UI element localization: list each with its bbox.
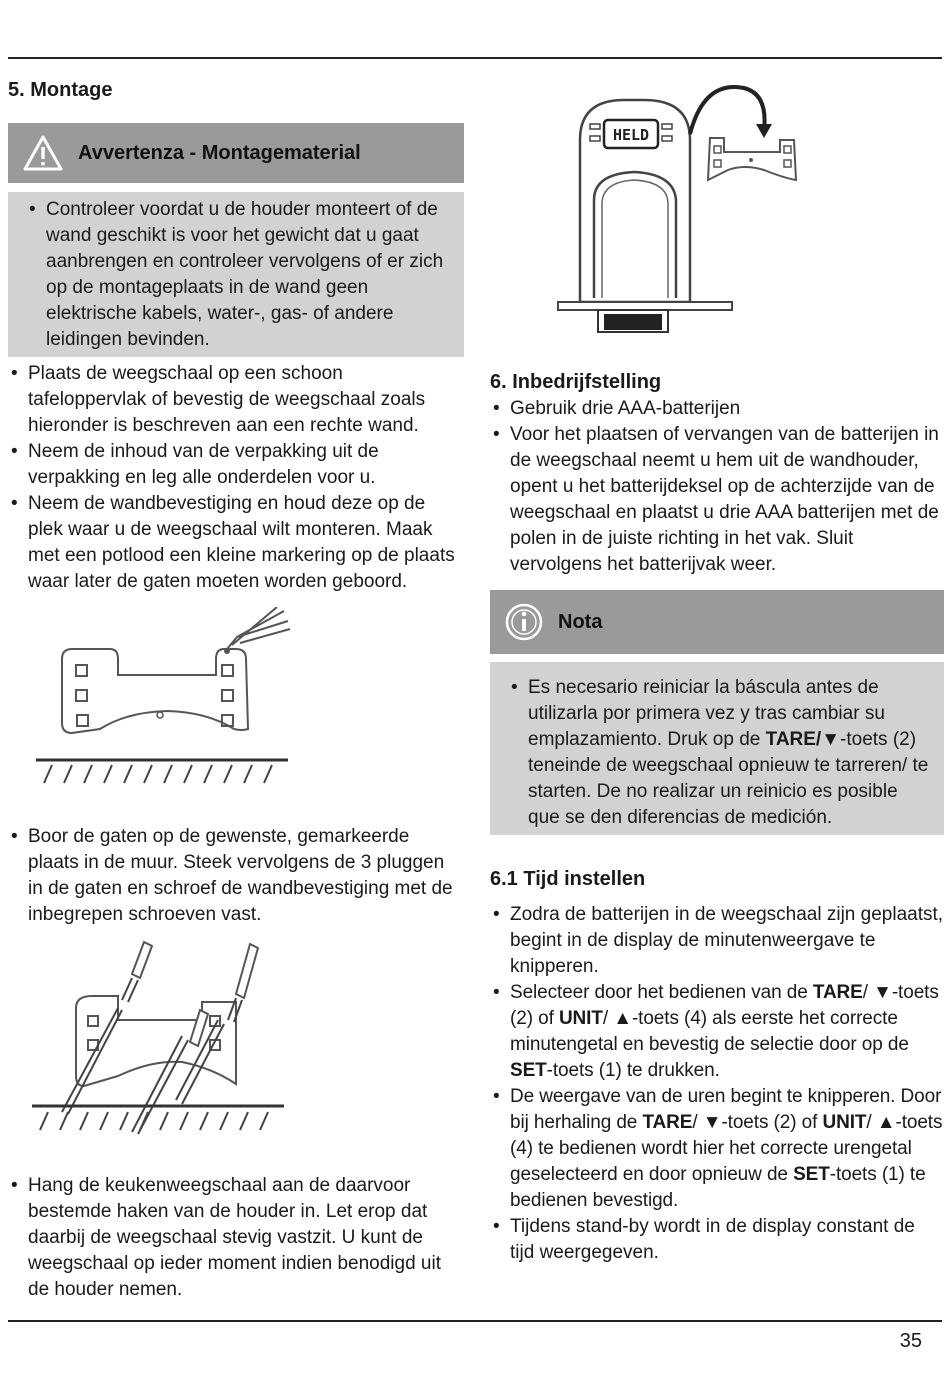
warning-item: • Controleer voordat u de houder monteert of de wand geschikt is voor het gewicht dat u gaat aanbrengen en controleer vervolgens of er zich op de montageplaats in de wand geen elektrische kabels, water-, gas- of andere leidingen bevinden.	[26, 197, 450, 353]
list-item: • Zodra de batterijen in de weegschaal zijn geplaatst, begint in de display de minutenweergave te knipperen.	[490, 902, 944, 980]
scale-display-text: HELD	[612, 126, 650, 144]
text: / ▼-toets (2) of	[692, 1112, 823, 1133]
text: Selecteer door het bedienen van de	[510, 982, 813, 1003]
tare-key-label: TARE	[642, 1112, 693, 1133]
list-item: • Boor de gaten op de gewenste, gemarkeerde plaats in de muur. Steek vervolgens de 3 pluggen in de gaten en schroef de wandbevestiging met de inbegrepen schroeven vast.	[8, 824, 464, 928]
note-body	[490, 662, 944, 835]
steps-list-3	[8, 1173, 464, 1303]
text: / ▼-toets (2) of	[510, 982, 939, 1029]
section-title-tijd-instellen: 6.1 Tijd instellen	[490, 868, 646, 890]
list-item: • Plaats de weegschaal op een schoon tafeloppervlak of bevestig de weegschaal zoals hieronder is beschreven aan een rechte wand.	[8, 361, 464, 439]
section-title-inbedrijfstelling: 6. Inbedrijfstelling	[490, 371, 662, 393]
text: -toets (1) te bedienen bevestigd.	[510, 1164, 926, 1211]
unit-key-label: UNIT	[822, 1112, 867, 1133]
unit-key-label: UNIT	[558, 1008, 603, 1029]
note-header	[490, 590, 944, 654]
list-item	[490, 1084, 944, 1214]
scale-mounting-illustration	[494, 80, 834, 342]
warning-header	[8, 123, 464, 183]
note-text-1: Es necesario reiniciar la báscula antes de utilizarla por primera vez y tras cambiar su emplazamiento. Druk op de	[528, 677, 885, 750]
marking-holes-illustration	[22, 607, 312, 812]
text: / ▲-toets (4) te bedienen wordt hier het correcte urengetal geselecteerd en door opnieuw de	[510, 1112, 943, 1185]
list-item: • Gebruik drie AAA-batterijen	[490, 396, 944, 422]
list-item: • Neem de wandbevestiging en houd deze op de plek waar u de weegschaal wilt monteren. Maak met een potlood een kleine markering op de plaats waar later de gaten moeten worden geboord.	[8, 491, 464, 595]
info-icon	[504, 602, 544, 642]
top-rule	[8, 57, 942, 59]
set-key-label: SET	[510, 1060, 547, 1081]
left-column	[8, 76, 464, 1303]
list-item: • Tijdens stand-by wordt in de display constant de tijd weergegeven.	[490, 1214, 944, 1266]
note-text-2: -toets (2) teneinde de weegschaal opnieuw te tarreren/ te starten. De no realizar un reinicio es posible que se den diferencias de medición.	[528, 729, 929, 828]
list-item: • Voor het plaatsen of vervangen van de batterijen in de weegschaal neemt u hem uit de wandhouder, opent u het batterijdeksel op de achterzijde van de weegschaal en plaatst u drie AAA batterijen met de polen in de juiste richting in het vak. Sluit vervolgens het batterijvak weer.	[490, 422, 944, 578]
list-item: • Neem de inhoud van de verpakking uit de verpakking en leg alle onderdelen voor u.	[8, 439, 464, 491]
section61-list	[490, 902, 944, 1266]
page-number: 35	[899, 1330, 922, 1352]
warning-triangle-icon	[22, 134, 64, 172]
warning-body	[8, 192, 464, 357]
steps-list-2	[8, 824, 464, 928]
right-column	[490, 80, 944, 1266]
section6-list	[490, 396, 944, 578]
list-item	[490, 980, 944, 1084]
tare-key-label: TARE/▼	[765, 729, 841, 750]
list-item: • Hang de keukenweegschaal aan de daarvoor bestemde haken van de houder in. Let erop dat daarbij de weegschaal stevig vastzit. U kunt de weegschaal op ieder moment indien benodigd uit de houder nemen.	[8, 1173, 464, 1303]
text: / ▲-toets (4) als eerste het correcte minutengetal en bevestig de selectie door op de	[510, 1008, 909, 1055]
text: De weergave van de uren begint te knipperen. Door bij herhaling de	[510, 1086, 942, 1133]
note-item	[508, 675, 930, 831]
note-title: Nota	[558, 611, 603, 633]
section-title-montage: 5. Montage	[8, 79, 113, 101]
bottom-rule	[8, 1320, 942, 1322]
warning-title: Avvertenza - Montagematerial	[78, 142, 361, 164]
set-key-label: SET	[793, 1164, 830, 1185]
text: -toets (1) te drukken.	[546, 1060, 720, 1081]
steps-list-1	[8, 361, 464, 595]
drilling-illustration	[22, 936, 312, 1141]
tare-key-label: TARE	[812, 982, 863, 1003]
